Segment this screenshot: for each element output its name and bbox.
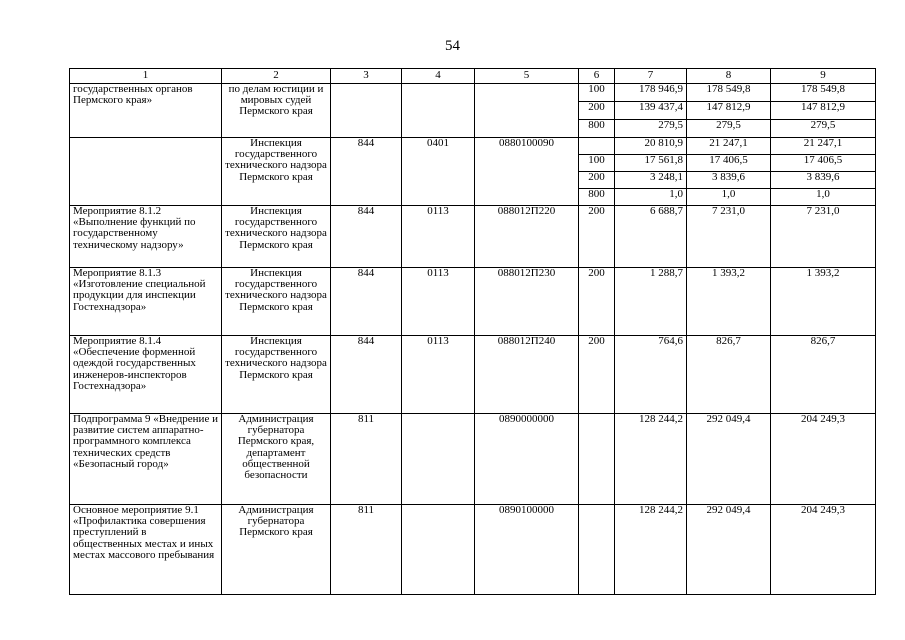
row-executor: Администрация губернатора Пермского края (222, 505, 331, 595)
row-executor: Инспекция государственного технического надзора Пермского края (222, 336, 331, 414)
cell-value: 178 549,8 (771, 84, 876, 102)
cell-kvr: 200 (579, 172, 615, 189)
cont-col1: государственных органов Пермского края» (70, 84, 222, 138)
cell-value: 826,7 (687, 336, 771, 414)
cell-value: 1 393,2 (771, 268, 876, 336)
cell-value: 1 288,7 (615, 268, 687, 336)
cell-code: 811 (331, 505, 402, 595)
cell-kvr: 200 (579, 268, 615, 336)
cell-code: 0113 (402, 206, 475, 268)
cell-value: 279,5 (771, 120, 876, 138)
cont-col2: по делам юстиции и мировых судей Пермского края (222, 84, 331, 138)
cell-value: 17 406,5 (771, 155, 876, 172)
budget-table (69, 68, 876, 595)
table-row (70, 336, 876, 414)
page-number: 54 (445, 38, 460, 54)
table-row (70, 414, 876, 505)
cell-kvr: 100 (579, 155, 615, 172)
cell-value: 3 839,6 (771, 172, 876, 189)
cell-kvr: 200 (579, 102, 615, 120)
header-row (70, 69, 876, 84)
row-title: Основное мероприятие 9.1 «Профилактика совершения преступлений в общественных местах и иных местах массового пребывания (70, 505, 222, 595)
cell-code: 844 (331, 268, 402, 336)
cell-code: 088012П220 (475, 206, 579, 268)
table-row (70, 206, 876, 268)
cell-value: 17 406,5 (687, 155, 771, 172)
header-col-4: 4 (402, 69, 475, 84)
table-row (70, 138, 876, 155)
header-col-5: 5 (475, 69, 579, 84)
cell-value: 128 244,2 (615, 505, 687, 595)
cell-value: 204 249,3 (771, 505, 876, 595)
cell-value: 17 561,8 (615, 155, 687, 172)
table-row (70, 84, 876, 102)
cell-value: 7 231,0 (687, 206, 771, 268)
cell-code: 0113 (402, 336, 475, 414)
cell-value: 204 249,3 (771, 414, 876, 505)
cell-code: 0113 (402, 268, 475, 336)
cell-value: 178 549,8 (687, 84, 771, 102)
table-row (70, 505, 876, 595)
row-title: Подпрограмма 9 «Внедрение и развитие систем аппаратно-программного комплекса технических средств «Безопасный город» (70, 414, 222, 505)
header-col-1: 1 (70, 69, 222, 84)
cell-kvr (579, 505, 615, 595)
insp-col2: Инспекция государственного технического надзора Пермского края (222, 138, 331, 206)
table-row (70, 268, 876, 336)
cell-kvr: 800 (579, 189, 615, 206)
cell-value: 1 393,2 (687, 268, 771, 336)
cell-value: 1,0 (771, 189, 876, 206)
cell-value: 7 231,0 (771, 206, 876, 268)
cell-code: 088012П230 (475, 268, 579, 336)
row-title: Мероприятие 8.1.2 «Выполнение функций по государственному техническому надзору» (70, 206, 222, 268)
cell-code: 0890000000 (475, 414, 579, 505)
cell-value: 3 248,1 (615, 172, 687, 189)
cell-code: 844 (331, 206, 402, 268)
header-col-8: 8 (687, 69, 771, 84)
cell-code: 088012П240 (475, 336, 579, 414)
cell-code: 811 (331, 414, 402, 505)
cell-value: 1,0 (687, 189, 771, 206)
header-col-3: 3 (331, 69, 402, 84)
cell-kvr: 200 (579, 336, 615, 414)
cell-kvr (579, 138, 615, 155)
cell-value: 1,0 (615, 189, 687, 206)
cell-kvr: 800 (579, 120, 615, 138)
header-col-6: 6 (579, 69, 615, 84)
header-col-2: 2 (222, 69, 331, 84)
cell-code: 0890100000 (475, 505, 579, 595)
cell-value: 147 812,9 (771, 102, 876, 120)
cell-value: 6 688,7 (615, 206, 687, 268)
row-executor: Инспекция государственного технического надзора Пермского края (222, 206, 331, 268)
cell-value: 128 244,2 (615, 414, 687, 505)
row-executor: Инспекция государственного технического надзора Пермского края (222, 268, 331, 336)
cell-value: 178 946,9 (615, 84, 687, 102)
cell-code (402, 414, 475, 505)
cell-value: 764,6 (615, 336, 687, 414)
cell-value: 279,5 (615, 120, 687, 138)
cell-value: 826,7 (771, 336, 876, 414)
cell-value: 139 437,4 (615, 102, 687, 120)
cell-value: 21 247,1 (771, 138, 876, 155)
cell-value: 21 247,1 (687, 138, 771, 155)
cell-value: 279,5 (687, 120, 771, 138)
row-title: Мероприятие 8.1.4 «Обеспечение форменной одеждой государственных инженеров-инспекторов Гостехнадзора» (70, 336, 222, 414)
cell-code: 844 (331, 336, 402, 414)
cell-code (402, 505, 475, 595)
cell-value: 292 049,4 (687, 505, 771, 595)
cell-value: 20 810,9 (615, 138, 687, 155)
insp-col5: 0880100090 (475, 138, 579, 206)
cell-value: 292 049,4 (687, 414, 771, 505)
row-title: Мероприятие 8.1.3 «Изготовление специальной продукции для инспекции Гостехнадзора» (70, 268, 222, 336)
header-col-7: 7 (615, 69, 687, 84)
header-col-9: 9 (771, 69, 876, 84)
cell-kvr: 200 (579, 206, 615, 268)
cell-value: 3 839,6 (687, 172, 771, 189)
insp-col4: 0401 (402, 138, 475, 206)
cell-value: 147 812,9 (687, 102, 771, 120)
row-executor: Администрация губернатора Пермского края, департамент общественной безопасности (222, 414, 331, 505)
cell-kvr (579, 414, 615, 505)
cell-kvr: 100 (579, 84, 615, 102)
insp-col3: 844 (331, 138, 402, 206)
